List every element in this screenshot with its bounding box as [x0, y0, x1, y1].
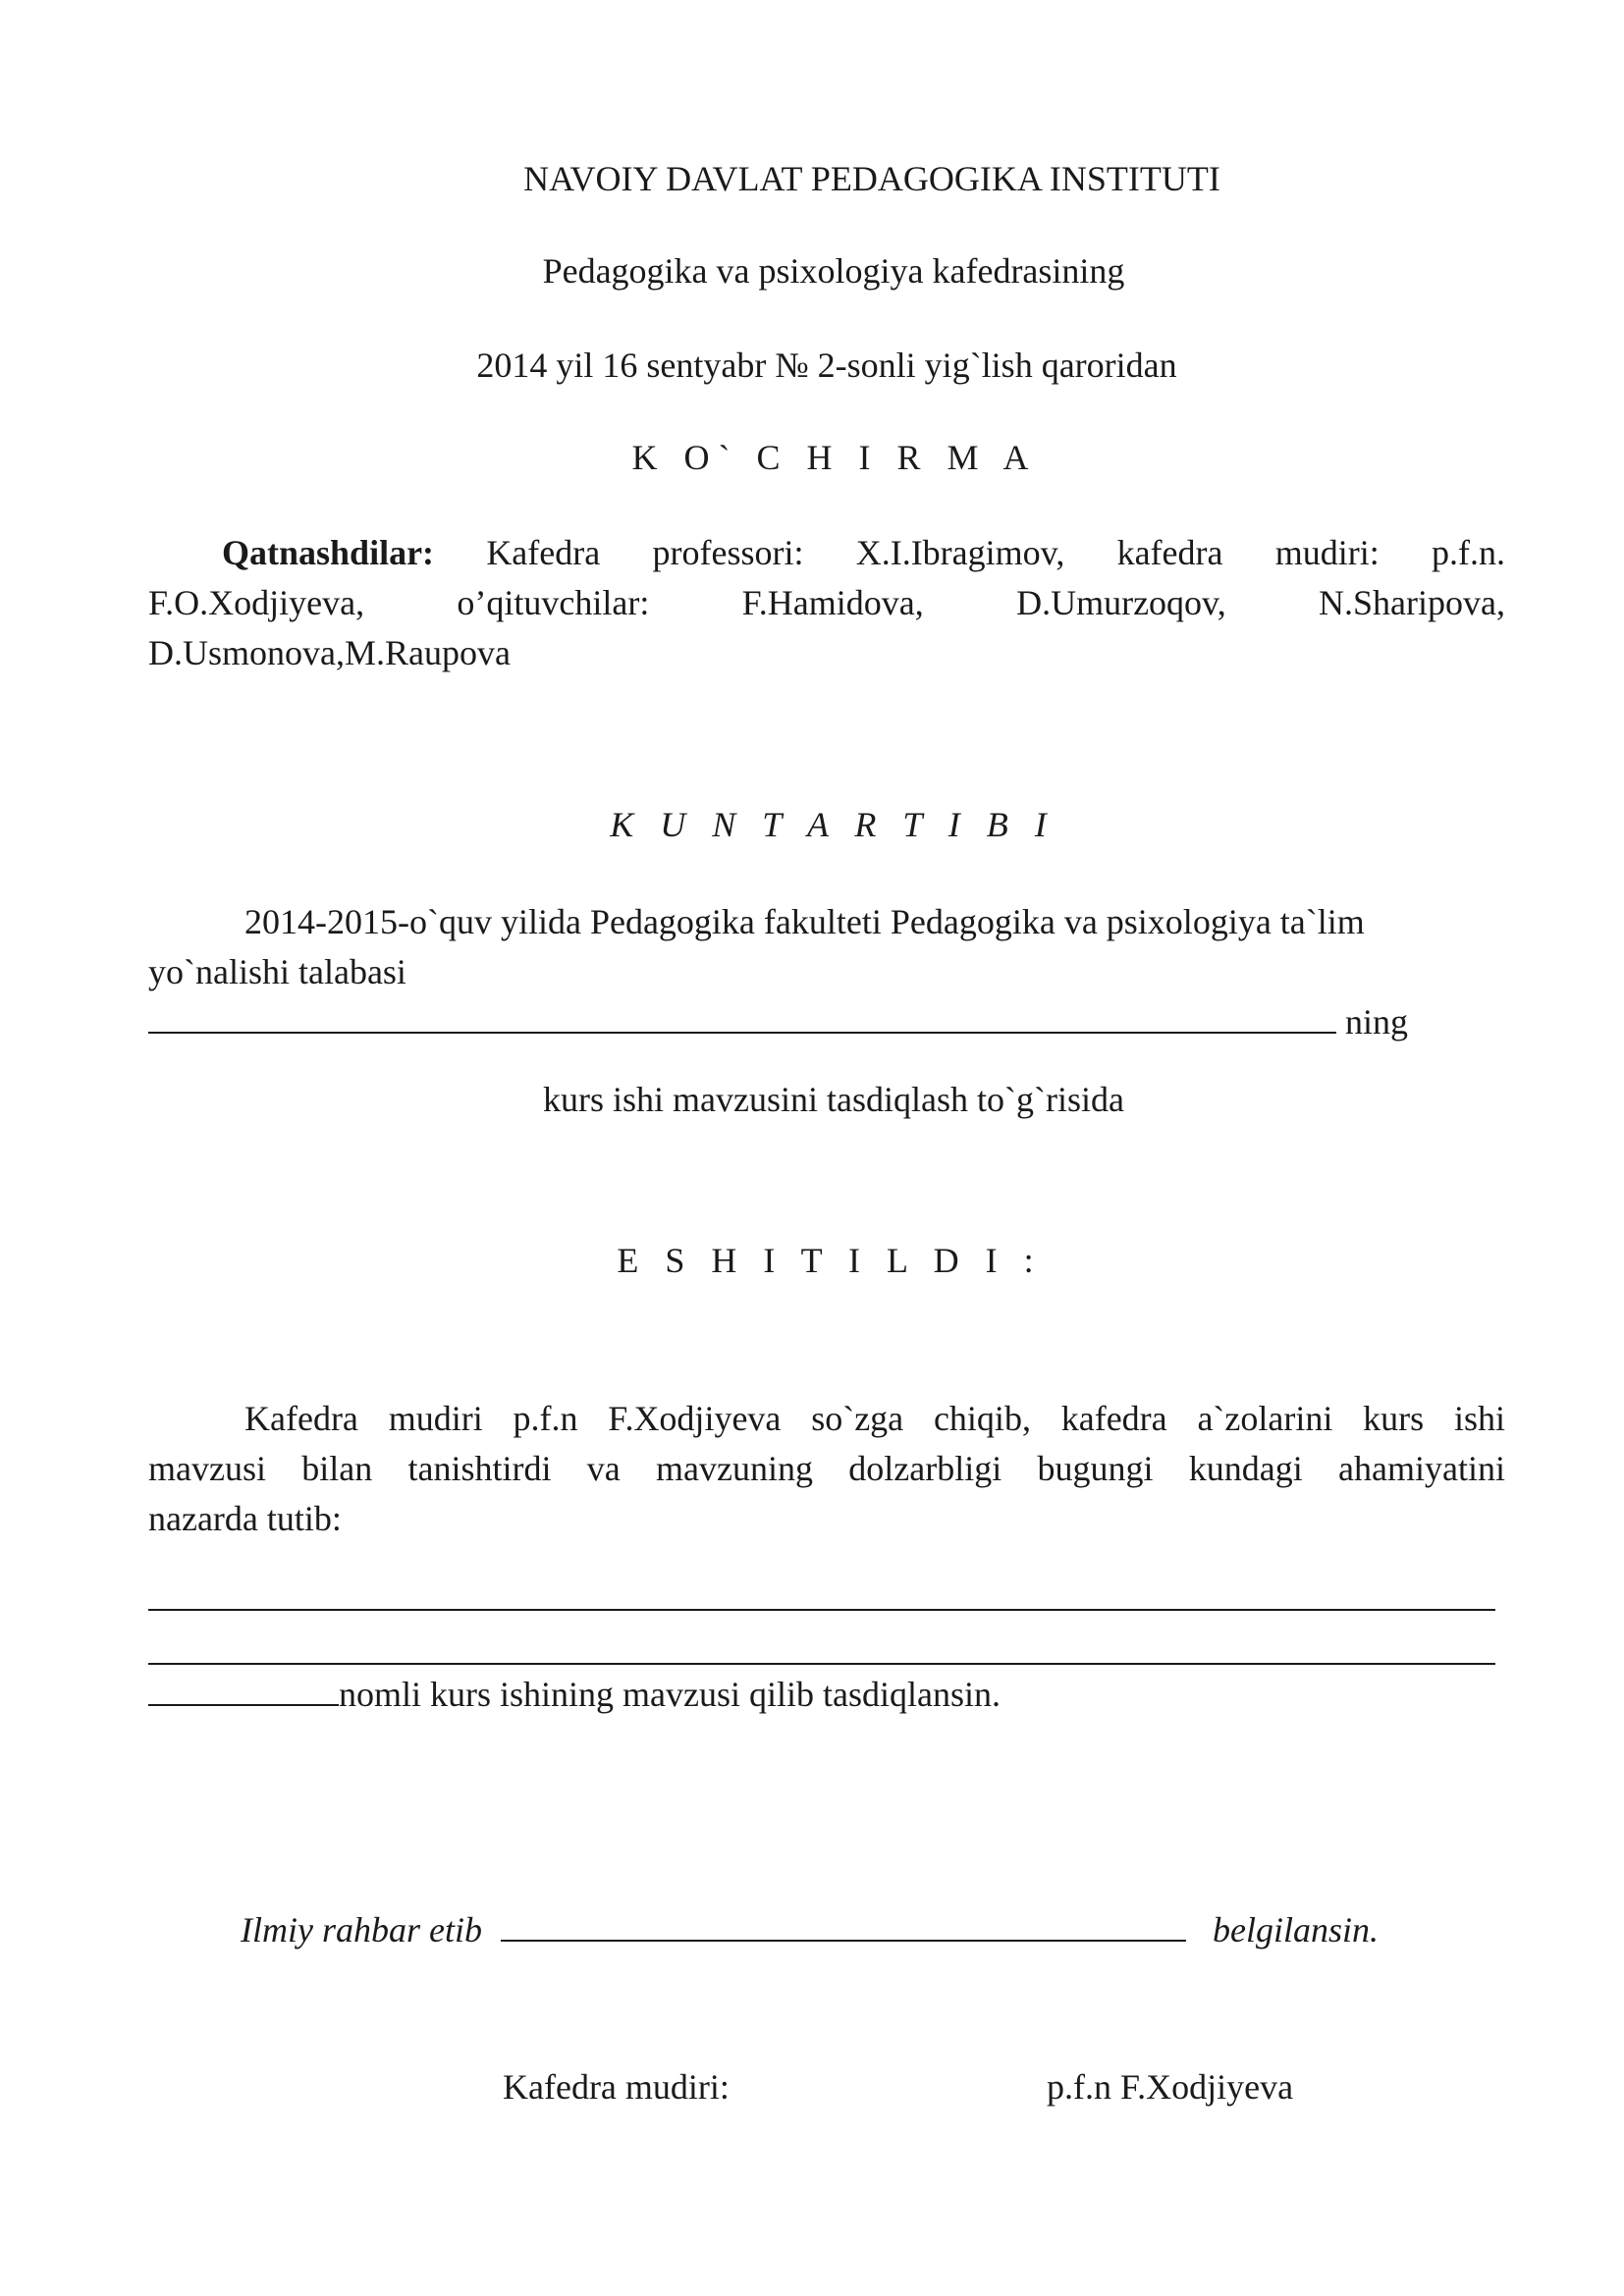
topic-blank-line-1[interactable]: [148, 1609, 1495, 1611]
supervisor-line: [241, 1908, 1379, 1952]
agenda-student-line: ning: [148, 997, 1505, 1047]
participants-line-1: Qatnashdilar: Kafedra professori: X.I.Ibragimov, kafedra mudiri: p.f.n.: [222, 533, 1505, 572]
agenda-subject: kurs ishi mavzusini tasdiqlash to`g`risida: [543, 1080, 1124, 1119]
participants-label: Qatnashdilar:: [222, 533, 435, 572]
signature-role: Kafedra mudiri:: [503, 2067, 730, 2107]
heard-line-2: mavzusi bilan tanishtirdi va mavzuning dolzarbligi bugungi kundagi ahamiyatini: [148, 1449, 1505, 1488]
signature-name: p.f.n F.Xodjiyeva: [1047, 2067, 1294, 2107]
participants-line-3: D.Usmonova,M.Raupova: [148, 633, 511, 672]
document-type-title: K O` C H I R M A: [631, 438, 1038, 477]
heard-line-3: nazarda tutib:: [148, 1499, 342, 1538]
topic-blank-line-2[interactable]: [148, 1663, 1495, 1665]
agenda-title: K U N T A R T I B I: [610, 805, 1056, 844]
agenda-paragraph: [148, 897, 1505, 1047]
topic-blank-short[interactable]: [148, 1675, 339, 1706]
participants-paragraph: [148, 528, 1505, 678]
approve-line: [148, 1673, 1001, 1717]
heard-title: E S H I T I L D I :: [617, 1241, 1043, 1280]
student-name-blank[interactable]: [148, 1002, 1336, 1034]
supervisor-suffix: belgilansin.: [1212, 1910, 1379, 1949]
agenda-line-1: 2014-2015-o`quv yilida Pedagogika fakulteti Pedagogika va psixologiya ta`lim: [244, 902, 1365, 941]
department-line: Pedagogika va psixologiya kafedrasining: [542, 251, 1125, 291]
heard-line-1: Kafedra mudiri p.f.n F.Xodjiyeva so`zga chiqib, kafedra a`zolarini kurs ishi: [244, 1399, 1505, 1438]
approve-text: nomli kurs ishining mavzusi qilib tasdiqlansin.: [339, 1675, 1001, 1714]
meeting-line: 2014 yil 16 sentyabr № 2-sonli yig`lish qaroridan: [476, 346, 1177, 385]
participants-line-2: F.O.Xodjiyeva, o’qituvchilar: F.Hamidova, D.Umurzoqov, N.Sharipova,: [148, 583, 1505, 622]
supervisor-name-blank[interactable]: [501, 1910, 1186, 1942]
agenda-line-2: yo`nalishi talabasi: [148, 952, 406, 991]
supervisor-prefix: Ilmiy rahbar etib: [241, 1910, 482, 1949]
institute-title: NAVOIY DAVLAT PEDAGOGIKA INSTITUTI: [523, 159, 1220, 198]
heard-paragraph: [148, 1394, 1505, 1544]
